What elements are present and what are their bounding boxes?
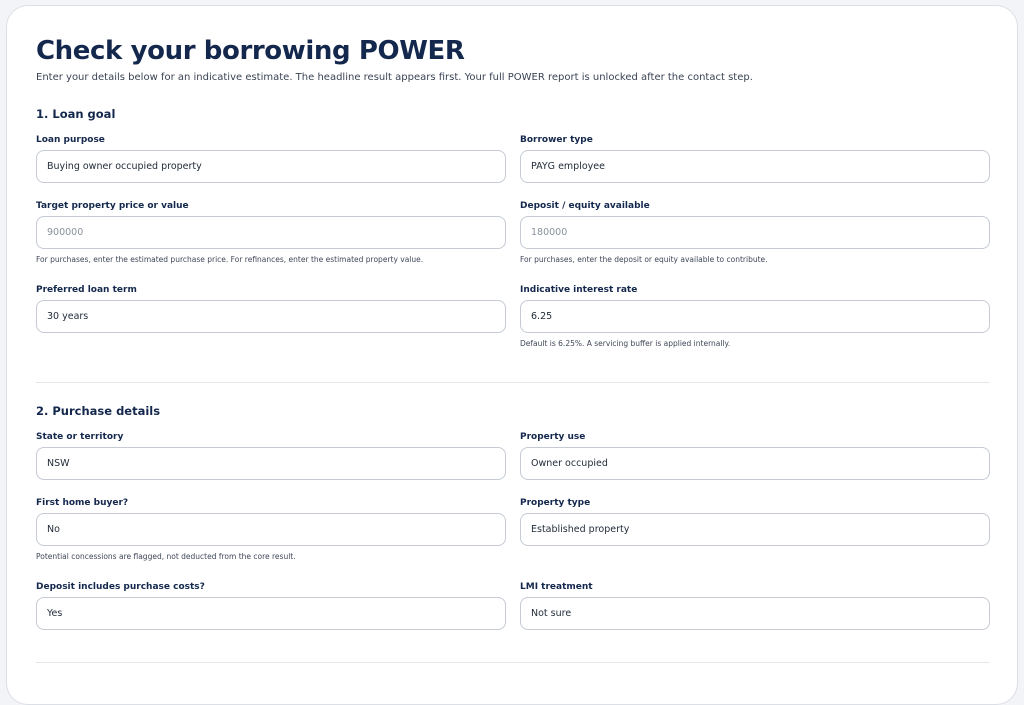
lmi-treatment-label: LMI treatment bbox=[520, 582, 593, 592]
first-home-buyer-help: Potential concessions are flagged, not deducted from the core result. bbox=[36, 552, 296, 561]
property-type-label: Property type bbox=[520, 498, 591, 508]
property-type-field bbox=[520, 497, 990, 546]
deposit-label: Deposit / equity available bbox=[520, 201, 650, 211]
deposit-field bbox=[520, 200, 990, 264]
first-home-buyer-field bbox=[36, 497, 506, 561]
borrower-type-field bbox=[520, 134, 990, 183]
deposit-help: For purchases, enter the deposit or equity available to contribute. bbox=[520, 255, 768, 264]
deposit-input[interactable] bbox=[520, 216, 990, 249]
loan-term-field bbox=[36, 284, 506, 333]
target-price-help: For purchases, enter the estimated purchase price. For refinances, enter the estimated property value. bbox=[36, 255, 424, 264]
interest-rate-input[interactable] bbox=[520, 300, 990, 333]
lmi-treatment-field bbox=[520, 581, 990, 630]
state-label: State or territory bbox=[36, 432, 124, 442]
deposit-includes-costs-label: Deposit includes purchase costs? bbox=[36, 582, 205, 592]
first-home-buyer-select[interactable] bbox=[36, 513, 506, 546]
property-use-label: Property use bbox=[520, 432, 586, 442]
borrower-type-label: Borrower type bbox=[520, 135, 593, 145]
section-title-purchase-details: 2. Purchase details bbox=[36, 404, 161, 418]
state-select[interactable] bbox=[36, 447, 506, 480]
deposit-includes-costs-field bbox=[36, 581, 506, 630]
target-price-field bbox=[36, 200, 506, 264]
property-use-field bbox=[520, 431, 990, 480]
section-title-loan-goal: 1. Loan goal bbox=[36, 107, 116, 121]
page-title: Check your borrowing POWER bbox=[36, 36, 465, 66]
loan-purpose-select[interactable] bbox=[36, 150, 506, 183]
interest-rate-field bbox=[520, 284, 990, 348]
loan-purpose-label: Loan purpose bbox=[36, 135, 105, 145]
loan-term-select[interactable] bbox=[36, 300, 506, 333]
section-divider-bottom bbox=[36, 662, 990, 663]
loan-purpose-field bbox=[36, 134, 506, 183]
property-use-select[interactable] bbox=[520, 447, 990, 480]
property-type-select[interactable] bbox=[520, 513, 990, 546]
loan-term-label: Preferred loan term bbox=[36, 285, 137, 295]
section-divider bbox=[36, 382, 990, 383]
form-card bbox=[6, 5, 1018, 705]
target-price-label: Target property price or value bbox=[36, 201, 189, 211]
borrower-type-select[interactable] bbox=[520, 150, 990, 183]
lmi-treatment-select[interactable] bbox=[520, 597, 990, 630]
interest-rate-help: Default is 6.25%. A servicing buffer is applied internally. bbox=[520, 339, 731, 348]
state-field bbox=[36, 431, 506, 480]
deposit-includes-costs-select[interactable] bbox=[36, 597, 506, 630]
target-price-input[interactable] bbox=[36, 216, 506, 249]
first-home-buyer-label: First home buyer? bbox=[36, 498, 129, 508]
interest-rate-label: Indicative interest rate bbox=[520, 285, 638, 295]
intro-text: Enter your details below for an indicative estimate. The headline result appears first. Your full POWER report is unlocked after the contact step. bbox=[36, 72, 753, 83]
